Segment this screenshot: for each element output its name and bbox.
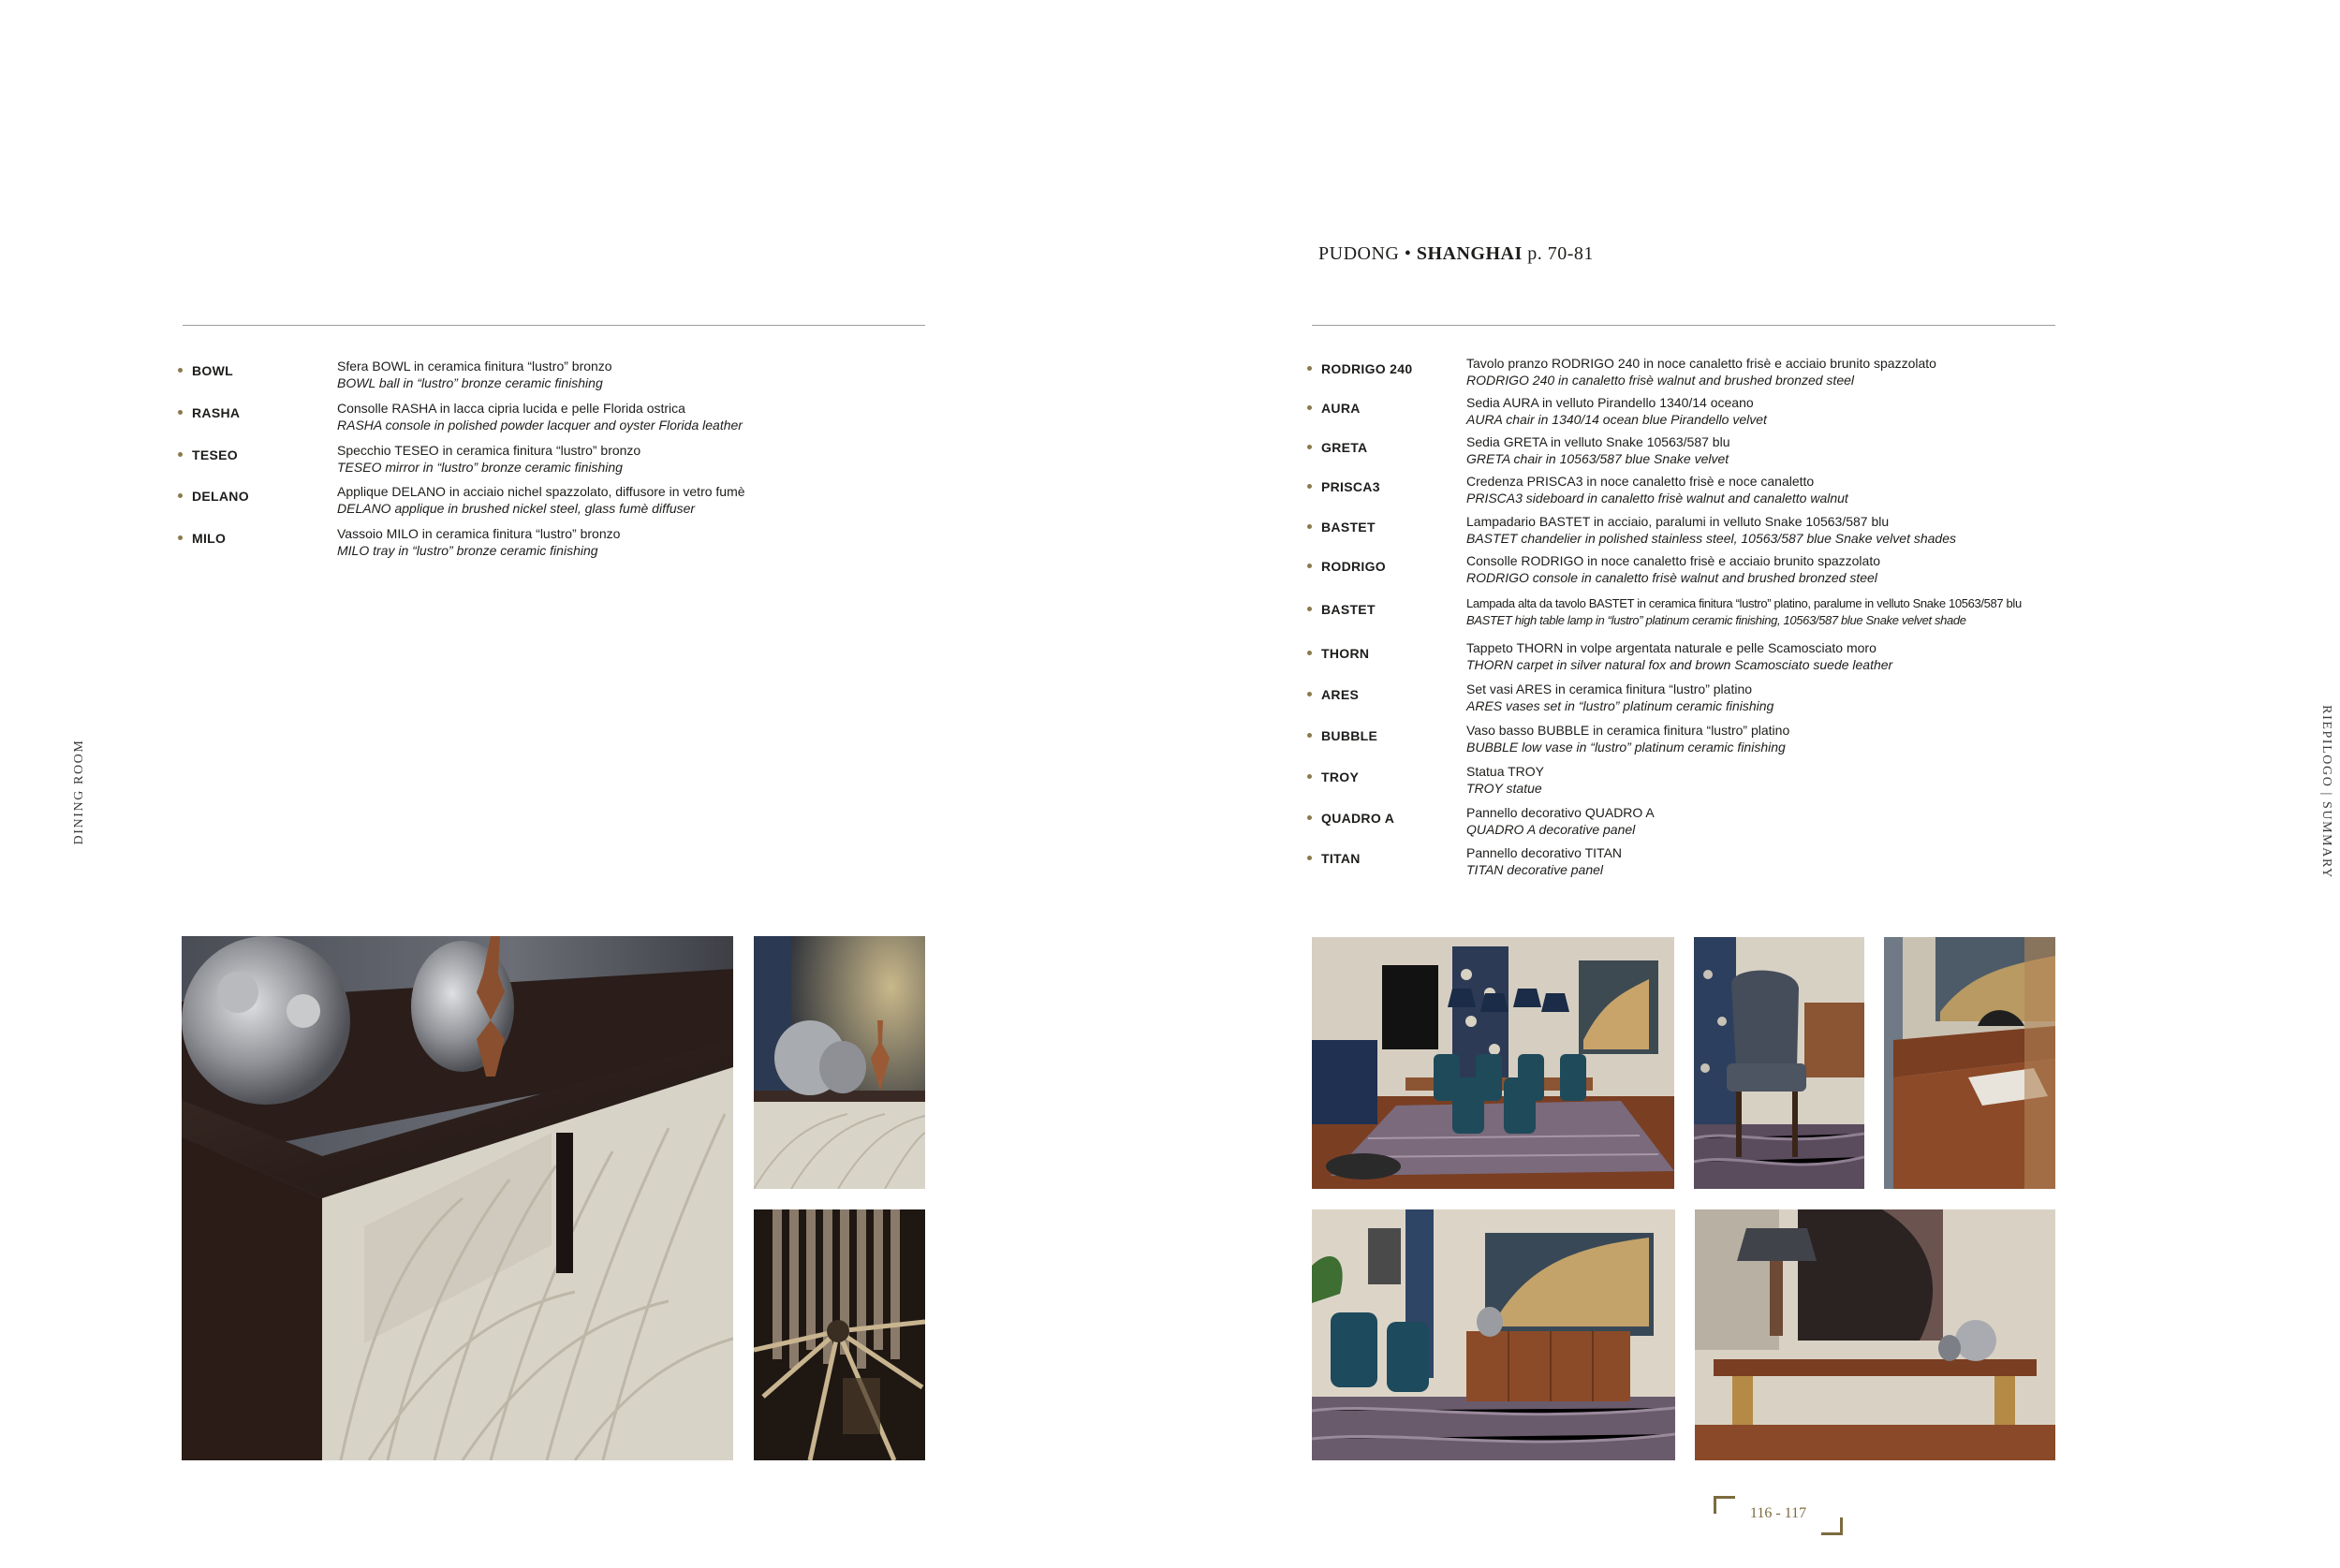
photo-delano-applique xyxy=(754,1209,925,1460)
product-code: RASHA xyxy=(192,405,241,420)
product-code: BASTET xyxy=(1321,602,1376,617)
product-code: BOWL xyxy=(192,363,233,378)
photo-console-vase xyxy=(754,936,925,1189)
product-code: THORN xyxy=(1321,646,1370,661)
product-description: Vaso basso BUBBLE in ceramica finitura “lustro” platino BUBBLE low vase in “lustro” platinum ceramic finishing xyxy=(1466,723,1790,755)
product-description: Tavolo pranzo RODRIGO 240 in noce canaletto frisè e acciaio brunito spazzolato RODRIGO 240 in canaletto frisè walnut and brushed bronzed steel xyxy=(1466,356,1936,388)
bullet xyxy=(1307,651,1312,655)
photo-greta-chair xyxy=(1694,937,1864,1189)
side-label-dining-room: DINING ROOM xyxy=(72,739,86,845)
bullet xyxy=(178,493,183,498)
product-description: Consolle RASHA in lacca cipria lucida e pelle Florida ostrica RASHA console in polished powder lacquer and oyster Florida leather xyxy=(337,401,743,432)
product-code: ARES xyxy=(1321,687,1360,702)
bullet xyxy=(1307,733,1312,738)
page-folio xyxy=(1714,1496,1843,1535)
product-description: Lampadario BASTET in acciaio, paralumi in velluto Snake 10563/587 blu BASTET chandelier in polished stainless steel, 10563/587 blue Snake velvet shades xyxy=(1466,514,1956,546)
product-code: BUBBLE xyxy=(1321,728,1378,743)
product-code: DELANO xyxy=(192,489,249,504)
product-description: Applique DELANO in acciaio nichel spazzolato, diffusore in vetro fumè DELANO applique in brushed nickel steel, glass fumè diffuser xyxy=(337,484,745,516)
product-description: Sedia AURA in velluto Pirandello 1340/14 oceano AURA chair in 1340/14 ocean blue Pirandello velvet xyxy=(1466,395,1767,427)
bullet xyxy=(1307,524,1312,529)
right-divider xyxy=(1312,325,2055,326)
product-description: Pannello decorativo TITAN TITAN decorative panel xyxy=(1466,845,1623,877)
page-numbers: 116 - 117 xyxy=(1749,1505,1807,1521)
product-code: MILO xyxy=(192,531,227,546)
bullet xyxy=(178,410,183,415)
bullet xyxy=(1307,445,1312,449)
right-product-list xyxy=(1307,356,2244,883)
photo-rasha-console-detail xyxy=(182,936,733,1460)
product-description: Credenza PRISCA3 in noce canaletto frisè e noce canaletto PRISCA3 sideboard in canaletto frisè walnut and canaletto walnut xyxy=(1466,474,1848,506)
bullet xyxy=(1307,856,1312,860)
left-product-list xyxy=(178,360,1021,566)
product-code: PRISCA3 xyxy=(1321,479,1380,494)
photo-prisca3-sideboard xyxy=(1312,1209,1675,1460)
bullet xyxy=(1307,564,1312,568)
bullet xyxy=(1307,692,1312,696)
product-description: Sedia GRETA in velluto Snake 10563/587 blu GRETA chair in 10563/587 blue Snake velvet xyxy=(1466,434,1730,466)
product-description: Sfera BOWL in ceramica finitura “lustro” bronzo BOWL ball in “lustro” bronze ceramic finishing xyxy=(337,359,612,390)
product-description: Tappeto THORN in volpe argentata naturale e pelle Scamosciato moro THORN carpet in silver natural fox and brown Scamosciato suede leather xyxy=(1466,640,1893,672)
bullet xyxy=(1307,815,1312,820)
section-title: PUDONG • SHANGHAI p. 70-81 xyxy=(1318,243,1594,264)
product-code: BASTET xyxy=(1321,520,1376,535)
product-code: QUADRO A xyxy=(1321,811,1395,826)
bullet xyxy=(1307,774,1312,779)
bullet xyxy=(1307,366,1312,371)
folio-corner-br xyxy=(1821,1517,1843,1535)
product-description: Pannello decorativo QUADRO A QUADRO A decorative panel xyxy=(1466,805,1655,837)
product-description: Consolle RODRIGO in noce canaletto frisè e acciaio brunito spazzolato RODRIGO console in canaletto frisè walnut and brushed bronzed steel xyxy=(1466,553,1880,585)
product-code: RODRIGO xyxy=(1321,559,1386,574)
product-code: TITAN xyxy=(1321,851,1361,866)
product-description: Statua TROY TROY statue xyxy=(1466,764,1545,796)
product-description: Set vasi ARES in ceramica finitura “lustro” platino ARES vases set in “lustro” platinum ceramic finishing xyxy=(1466,681,1774,713)
product-description: Lampada alta da tavolo BASTET in ceramica finitura “lustro” platino, paralume in velluto Snake 10563/587 blu BASTET high table lamp in “lustro” platinum ceramic finishing, 10563/587 blue Snake velvet shade xyxy=(1466,596,2022,627)
bullet xyxy=(1307,607,1312,611)
bullet xyxy=(178,535,183,540)
product-description: Specchio TESEO in ceramica finitura “lustro” bronzo TESEO mirror in “lustro” bronze ceramic finishing xyxy=(337,443,641,475)
bullet xyxy=(178,368,183,373)
product-code: TROY xyxy=(1321,769,1360,784)
product-description: Vassoio MILO in ceramica finitura “lustro” bronzo MILO tray in “lustro” bronze ceramic finishing xyxy=(337,526,621,558)
product-code: TESEO xyxy=(192,447,238,462)
photo-dining-room-wide xyxy=(1312,937,1674,1189)
bullet xyxy=(1307,405,1312,410)
bullet xyxy=(178,452,183,457)
photo-rodrigo-console xyxy=(1884,937,2055,1189)
product-code: GRETA xyxy=(1321,440,1368,455)
side-label-summary: RIEPILOGO | SUMMARY xyxy=(2319,705,2333,879)
bullet xyxy=(1307,484,1312,489)
product-code: RODRIGO 240 xyxy=(1321,361,1413,376)
left-divider xyxy=(183,325,925,326)
photo-bastet-lamp-console xyxy=(1695,1209,2055,1460)
product-code: AURA xyxy=(1321,401,1361,416)
